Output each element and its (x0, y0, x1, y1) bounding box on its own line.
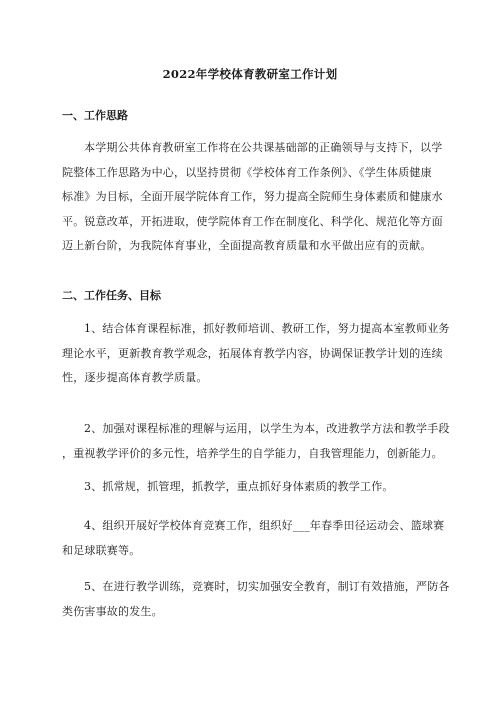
paragraph-item-4 (62, 514, 444, 563)
paragraph-item-5 (62, 575, 450, 624)
paragraph-line: 4、组织开展好学校体育竞赛工作，组织好___年春季田径运动会、篮球赛 (84, 519, 445, 532)
paragraph-line: 类伤害事故的发生。 (62, 604, 163, 618)
paragraph-line: 迈上新台阶，为我院体育事业，全面提高教育质量和水平做出应有的贡献。 (62, 239, 432, 252)
paragraph-line: 平。锐意改革，开拓进取，使学院体育工作在制度化、科学化、规范化等方面 (62, 214, 443, 228)
paragraph-line: 和足球联赛等。 (62, 543, 141, 557)
paragraph-line: 院整体工作思路为中心，以坚持贯彻《学校体育工作条例》、《学生体质健康 (62, 165, 432, 179)
paragraph-line: 2、加强对课程标准的理解与运用，以学生为本，改进教学方法和教学手段 (84, 422, 450, 435)
paragraph-work-approach (62, 136, 444, 259)
section-heading-work-approach: 一、工作思路 (62, 109, 128, 122)
paragraph-line: 3、抓常规，抓管理，抓教学，重点抓好身体素质的教学工作。 (84, 480, 394, 493)
section-heading-tasks-goals: 二、工作任务、目标 (62, 289, 161, 302)
document-title: 2022年学校体育教研室工作计划 (162, 67, 338, 81)
paragraph-item-3 (62, 475, 444, 500)
paragraph-line: 1、结合体育课程标准，抓好教师培训、教研工作，努力提高本室教师业务 (84, 322, 450, 335)
paragraph-line: ，重视教学评价的多元性，培养学生的自学能力，自我管理能力，创新能力。 (62, 446, 443, 460)
paragraph-line: 标准》为目标，全面开展学院体育工作，努力提高全院师生身体素质和健康水 (62, 190, 443, 203)
paragraph-item-2 (62, 417, 450, 466)
paragraph-line: 性，逐步提高体育教学质量。 (62, 371, 208, 384)
paragraph-line: 本学期公共体育教研室工作将在公共课基础部的正确领导与支持下，以学 (84, 141, 443, 154)
paragraph-line: 5、在进行教学训练，竞赛时，切实加强安全教育，制订有效措施，严防各 (84, 580, 450, 593)
paragraph-line: 理论水平，更新教育教学观念，拓展体育教学内容，协调保证教学计划的连续 (62, 346, 443, 360)
paragraph-item-1 (62, 317, 450, 391)
